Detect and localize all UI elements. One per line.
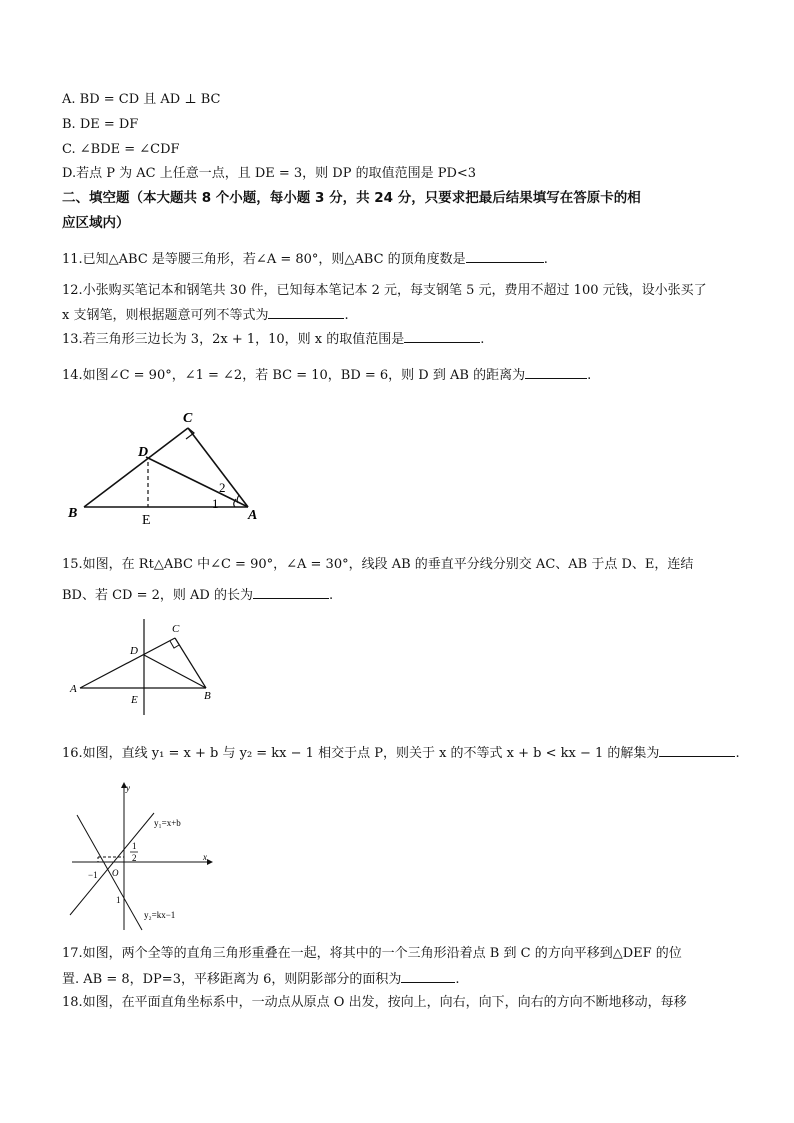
label-b: B bbox=[68, 506, 78, 521]
figure-14 bbox=[60, 400, 270, 530]
label-c: C bbox=[183, 411, 193, 426]
label-angle-1: 1 bbox=[212, 496, 219, 511]
option-d: D.若点 P 为 AC 上任意一点，且 DE = 3，则 DP 的取值范围是 PD<3 bbox=[62, 166, 477, 181]
label-line-y2: y₂=kx−1 bbox=[144, 910, 176, 920]
label-one: 1 bbox=[116, 895, 121, 905]
question-15-line2: BD、若 CD = 2，则 AD 的长为 . bbox=[62, 588, 334, 603]
answer-blank-12[interactable] bbox=[268, 306, 344, 319]
label-x: x bbox=[203, 852, 207, 862]
figure-15 bbox=[62, 615, 232, 720]
question-15-line1: 15.如图，在 Rt△ABC 中∠C = 90°，∠A = 30°，线段 AB 的垂直平分线分别交 AC、AB 于点 D、E，连结 bbox=[62, 557, 694, 572]
section-heading-cont: 应区域内） bbox=[62, 215, 130, 231]
label-e: E bbox=[142, 513, 151, 528]
label-a: A bbox=[70, 683, 77, 695]
label-half-num: 1 bbox=[132, 841, 137, 851]
question-14: 14.如图∠C = 90°，∠1 = ∠2，若 BC = 10，BD = 6，则 D 到 AB 的距离为 . bbox=[62, 368, 592, 383]
question-12-line1: 12.小张购买笔记本和钢笔共 30 件，已知每本笔记本 2 元，每支钢笔 5 元，费用不超过 100 元钱，设小张买了 bbox=[62, 283, 707, 298]
label-line-y1: y₁=x+b bbox=[154, 818, 181, 828]
answer-blank-16[interactable] bbox=[659, 744, 735, 757]
side-ac bbox=[80, 638, 175, 688]
question-17-line2: 置. AB = 8，DP=3，平移距离为 6，则阴影部分的面积为 . bbox=[62, 972, 460, 987]
label-half-den: 2 bbox=[132, 853, 137, 863]
question-16: 16.如图，直线 y₁ = x + b 与 y₂ = kx − 1 相交于点 P，则关于 x 的不等式 x + b < kx − 1 的解集为 . bbox=[62, 746, 740, 761]
answer-blank-11[interactable] bbox=[466, 250, 544, 263]
line-y2 bbox=[77, 815, 142, 930]
question-17-line1: 17.如图，两个全等的直角三角形重叠在一起，将其中的一个三角形沿着点 B 到 C 的方向平移到△DEF 的位 bbox=[62, 946, 682, 961]
question-11-text: 11.已知△ABC 是等腰三角形，若∠A = 80°，则△ABC 的顶角度数是 bbox=[62, 252, 466, 267]
figure-16 bbox=[62, 775, 222, 935]
label-e: E bbox=[131, 694, 138, 706]
side-bc bbox=[84, 428, 188, 507]
answer-blank-17[interactable] bbox=[401, 970, 455, 983]
label-angle-2: 2 bbox=[219, 480, 226, 495]
section-heading: 二、填空题（本大题共 8 个小题，每小题 3 分，共 24 分，只要求把最后结果填写在答原卡的相 bbox=[62, 190, 641, 206]
label-d: D bbox=[138, 445, 149, 460]
question-18-line1: 18.如图，在平面直角坐标系中，一动点从原点 O 出发，按向上，向右，向下，向右的方向不断地移动，每移 bbox=[62, 995, 687, 1010]
answer-blank-15[interactable] bbox=[253, 586, 329, 599]
right-angle-mark bbox=[186, 428, 194, 439]
option-b: B. DE = DF bbox=[62, 117, 139, 132]
label-c: C bbox=[172, 623, 180, 635]
line-y1 bbox=[70, 813, 154, 915]
answer-blank-13[interactable] bbox=[404, 330, 480, 343]
segment-da bbox=[146, 457, 248, 507]
question-12-line2: x 支钢笔，则根据题意可列不等式为 . bbox=[62, 308, 349, 323]
label-b: B bbox=[204, 690, 211, 702]
segment-bd bbox=[144, 655, 206, 688]
question-11: 11.已知△ABC 是等腰三角形，若∠A = 80°，则△ABC 的顶角度数是 . bbox=[62, 252, 548, 267]
label-neg1: −1 bbox=[88, 870, 98, 880]
label-d: D bbox=[130, 645, 138, 657]
label-a: A bbox=[248, 508, 258, 523]
option-c: C. ∠BDE = ∠CDF bbox=[62, 142, 180, 157]
question-13: 13.若三角形三边长为 3，2x + 1，10，则 x 的取值范围是 . bbox=[62, 332, 485, 347]
answer-blank-14[interactable] bbox=[525, 366, 587, 379]
option-a: A. BD = CD 且 AD ⊥ BC bbox=[62, 92, 221, 107]
side-cb bbox=[175, 638, 206, 688]
label-origin: O bbox=[112, 868, 119, 878]
label-y: y bbox=[126, 783, 130, 793]
